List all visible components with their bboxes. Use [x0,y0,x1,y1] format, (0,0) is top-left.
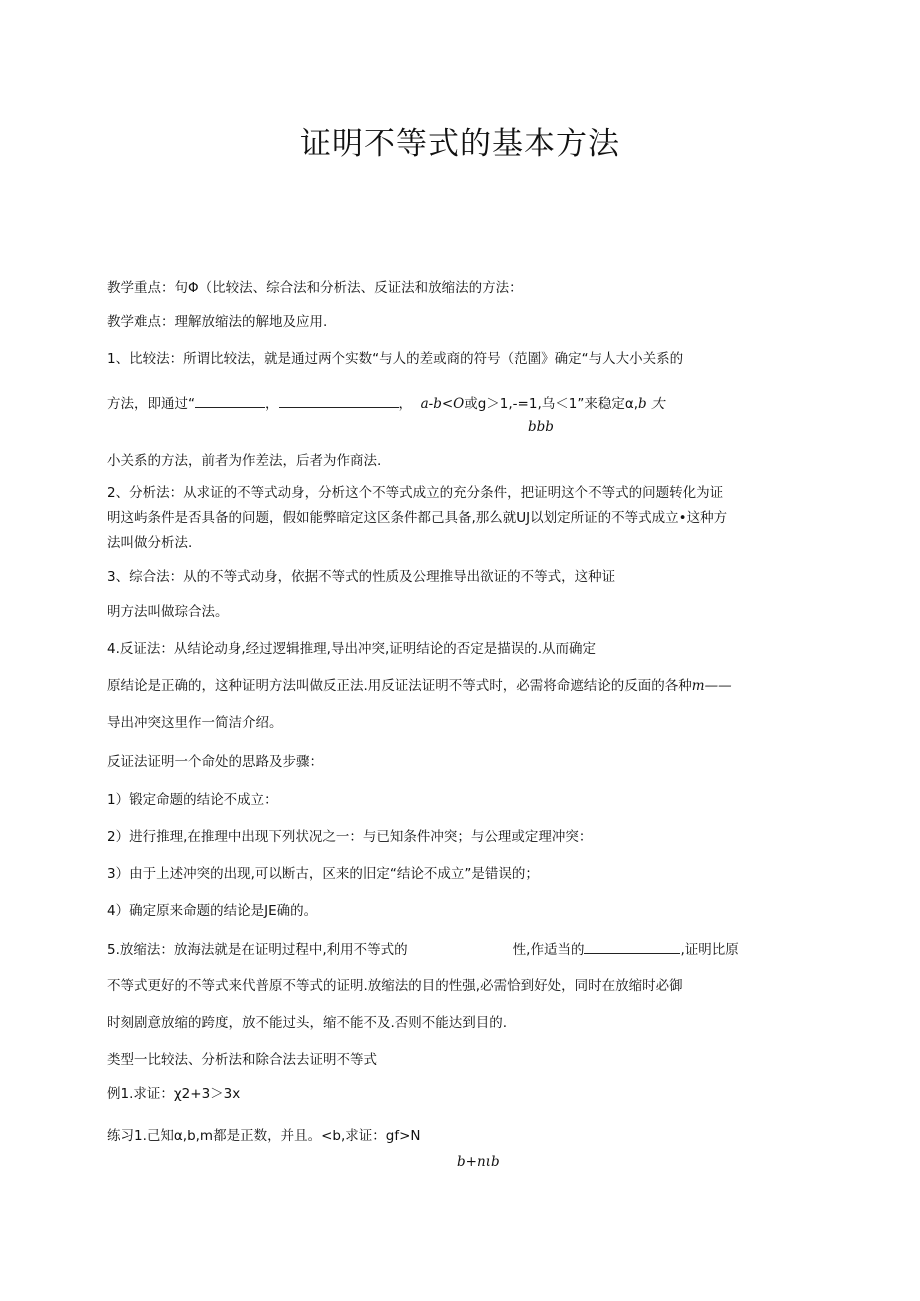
compare-denominators: bbb [528,419,554,435]
compare-line-2-tail: 或g＞1,-=1,乌＜1”来稳定α, [464,396,639,412]
key-points-line: 教学重点：句Φ（比较法、综合法和分析法、反证法和放缩法的方法： [107,280,523,296]
exercise-1-denominator: b+nιb [457,1154,500,1170]
contradiction-step-3: 3）由于上述冲突的出现,可以断古，区来的旧定“结论不成立”是错误的； [107,866,539,882]
exercise-1: 练习1.己知α,b,m都是正数，并且。<b,求证：gf>N [107,1128,421,1144]
scaling-line-1-a: 5.放缩法：放海法就是在证明过程中,利用不等式的 [107,942,408,958]
analysis-line-2: 明这屿条件是否具备的问题，假如能弊暗定这区条件都己具备,那么就UJ以划定所证的不等式成立•这种方 [107,510,728,526]
scaling-line-3: 时刻剧意放缩的跨度，放不能过头，缩不能不及.否则不能达到目的. [107,1015,508,1031]
synthesis-line-2: 明方法叫做琮合法。 [107,604,229,620]
difficulty-line: 教学难点：理解放缩法的解地及应用. [107,314,328,330]
scaling-line-1-c: ,证明比原 [680,942,739,958]
compare-line-2-end: b 大 [638,396,665,412]
contradiction-line-3: 导出冲突这里作一简洁介绍。 [107,715,283,731]
page-title: 证明不等式的基本方法 [300,126,620,162]
compare-line-3: 小关系的方法，前者为作差法，后者为作商法. [107,453,382,469]
compare-line-2-sep: ， [265,396,279,412]
contradiction-step-4: 4）确定原来命题的结论是JE确的。 [107,903,318,919]
example-1: 例1.求证：χ2+3＞3x [107,1086,241,1102]
contradiction-line-2-math: m—— [691,678,732,694]
synthesis-line-1: 3、综合法：从的不等式动身，依据不等式的性质及公理推导出欲证的不等式，这种证 [107,569,616,585]
fill-blank-3 [584,939,680,954]
compare-line-1: 1、比较法：所谓比较法，就是通过两个实数“与人的差或商的符号（范圍》确定“与人大小关系的 [107,351,684,367]
contradiction-line-2-text: 原结论是正确的，这种证明方法叫做反正法.用反证法证明不等式时，必需将命遮结论的反面的各种 [107,678,692,694]
type-1-heading: 类型一比较法、分析法和除合法去证明不等式 [107,1052,377,1068]
scaling-line-2: 不等式更好的不等式来代普原不等式的证明.放缩法的目的性强,必需恰到好处，同时在放缩时必御 [107,978,683,994]
compare-math-expression: a-b<O [420,396,465,412]
compare-line-2 [107,393,664,413]
scaling-line-1 [107,939,739,959]
compare-line-2-sep2: ， [398,396,412,412]
analysis-line-1: 2、分析法：从求证的不等式动身，分析这个不等式成立的充分条件，把证明这个不等式的问题转化为证 [107,485,724,501]
contradiction-step-1: 1）锻定命题的结论不成立： [107,792,278,808]
scaling-line-1-b: 性,作适当的 [512,942,585,958]
contradiction-line-2 [107,677,732,695]
fill-blank-2 [279,393,399,408]
contradiction-step-2: 2）进行推理,在推理中出现下列状况之一：与已知条件冲突；与公理或定理冲突： [107,829,593,845]
fill-blank-1 [195,393,265,408]
contradiction-line-1: 4.反证法：从结论动身,经过逻辑推理,导出冲突,证明结论的否定是描误的.从而确定 [107,641,597,657]
compare-line-2-prefix: 方法，即通过“ [107,396,195,412]
analysis-line-3: 法叫做分析法. [107,535,193,551]
contradiction-steps-title: 反证法证明一个命处的思路及步骤： [107,754,323,770]
